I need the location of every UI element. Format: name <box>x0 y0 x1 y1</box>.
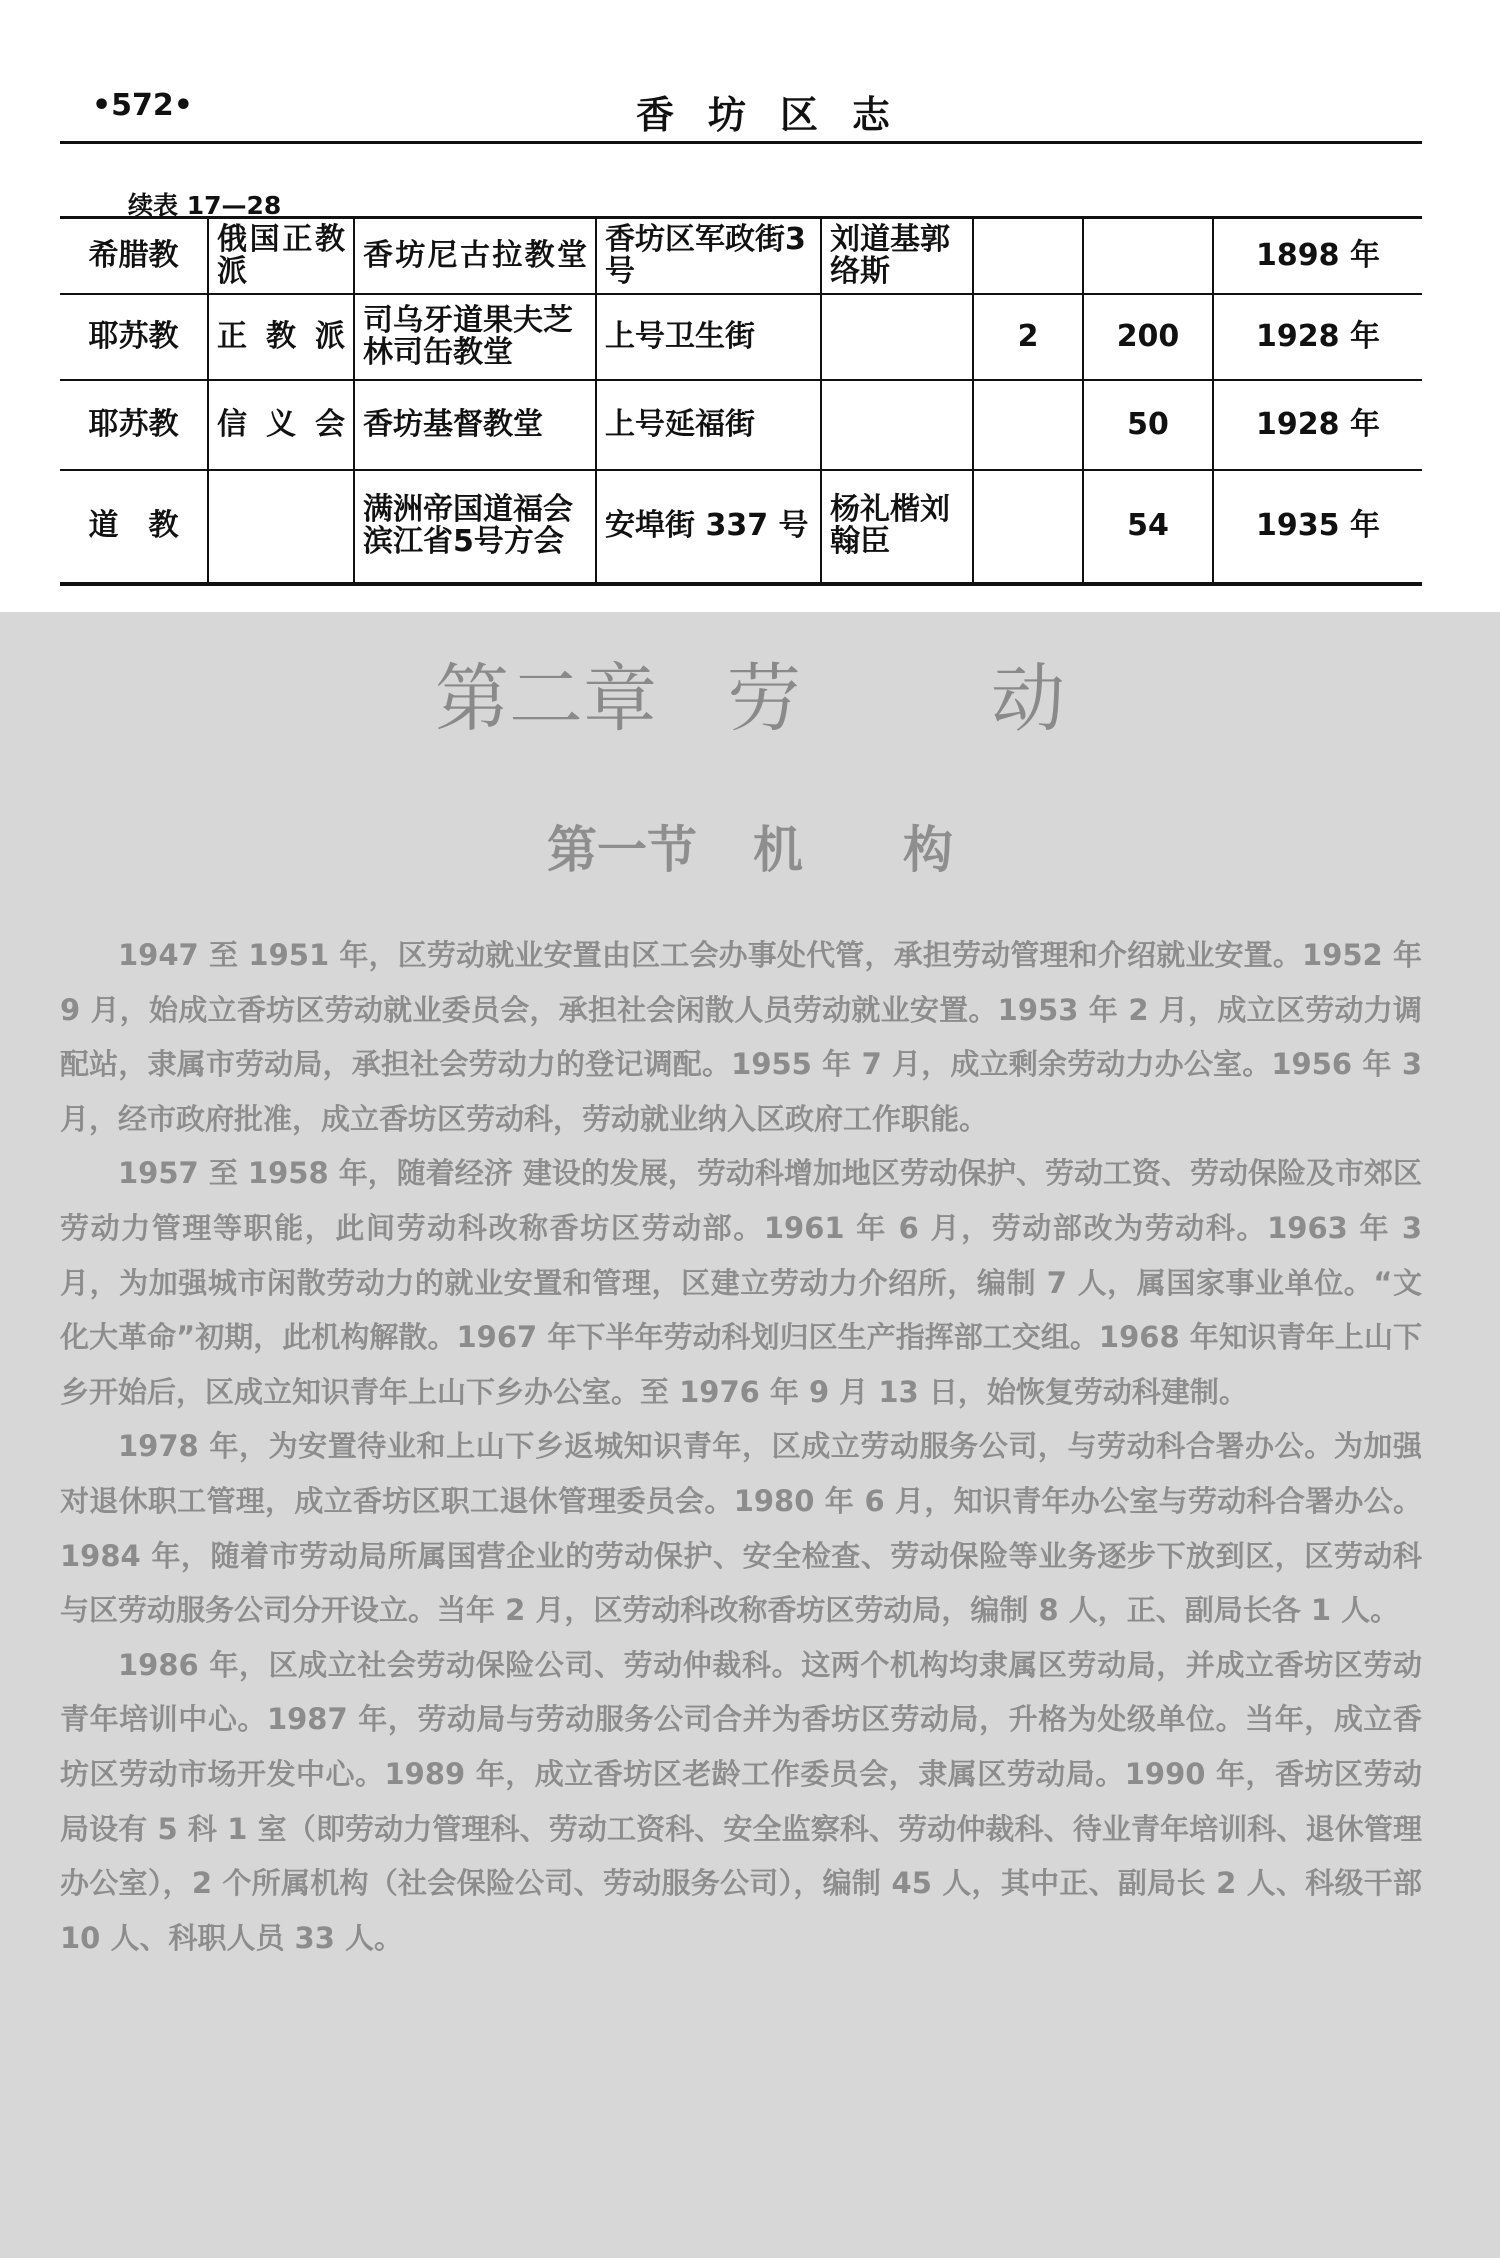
chapter-name-char: 动 <box>991 656 1065 742</box>
table-cell: 刘道基郭络斯 <box>821 218 973 294</box>
table-cell: 上号卫生街 <box>596 294 821 380</box>
table-cell <box>1083 218 1213 294</box>
table-cell: 50 <box>1083 380 1213 470</box>
table-caption: 续表 17—28 <box>128 191 282 220</box>
book-title: 香坊区志 <box>635 93 924 137</box>
table-cell: 54 <box>1083 470 1213 584</box>
table-cell: 1928 年 <box>1213 380 1422 470</box>
table-cell <box>821 380 973 470</box>
body-text <box>60 928 1422 1965</box>
table-cell <box>973 470 1083 584</box>
page-number: •572• <box>92 88 193 123</box>
paragraph: 1957 至 1958 年，随着经济 建设的发展，劳动科增加地区劳动保护、劳动工资、劳动保险及市郊区劳动力管理等职能，此间劳动科改称香坊区劳动部。1961 年 6 月，劳动部改为劳动科。1963 年 3 月，为加强城市闲散劳动力的就业安置和管理，区建立劳动力介绍所，编制 7 人，属国家事业单位。“文化大革命”初期，此机构解散。1967 年下半年劳动科划归区生产指挥部工交组。1968 年知识青年上山下乡开始后，区成立知识青年上山下乡办公室。至 1976 年 9 月 13 日，始恢复劳动科建制。 <box>60 1156 1422 1409</box>
table-cell: 1935 年 <box>1213 470 1422 584</box>
table-cell <box>821 294 973 380</box>
chapter-title <box>0 640 1500 746</box>
paragraph: 1986 年，区成立社会劳动保险公司、劳动仲裁科。这两个机构均隶属区劳动局，并成立香坊区劳动青年培训中心。1987 年，劳动局与劳动服务公司合并为香坊区劳动局，升格为处级单位。当年，成立香坊区劳动市场开发中心。1989 年，成立香坊区老龄工作委员会，隶属区劳动局。1990 年，香坊区劳动局设有 5 科 1 室（即劳动力管理科、劳动工资科、安全监察科、劳动仲裁科、待业青年培训科、退休管理办公室），2 个所属机构（社会保险公司、劳动服务公司），编制 45 人，其中正、副局长 2 人、科级干部 10 人、科职人员 33 人。 <box>60 1647 1422 1955</box>
section-title <box>0 810 1500 882</box>
table-cell: 安埠街 337 号 <box>596 470 821 584</box>
table-cell: 杨礼楷刘翰臣 <box>821 470 973 584</box>
chapter-name-char: 劳 <box>727 656 801 742</box>
table-cell: 上号延福街 <box>596 380 821 470</box>
table-cell: 1898 年 <box>1213 218 1422 294</box>
section-number: 第一节 <box>547 821 697 879</box>
table-cell <box>973 218 1083 294</box>
table-cell: 2 <box>973 294 1083 380</box>
table-cell: 香坊区军政街3号 <box>596 218 821 294</box>
table-cell: 满洲帝国道福会滨江省5号方会 <box>354 470 596 584</box>
table-cell: 耶苏教 <box>60 294 208 380</box>
table-row <box>60 380 1422 470</box>
table-row <box>60 218 1422 294</box>
paragraph: 1978 年，为安置待业和上山下乡返城知识青年，区成立劳动服务公司，与劳动科合署办公。为加强对退休职工管理，成立香坊区职工退休管理委员会。1980 年 6 月，知识青年办公室与劳动科合署办公。1984 年，随着市劳动局所属国营企业的劳动保护、安全检查、劳动保险等业务逐步下放到区，区劳动科与区劳动服务公司分开设立。当年 2 月，区劳动科改称香坊区劳动局，编制 8 人，正、副局长各 1 人。 <box>60 1429 1422 1628</box>
table-row <box>60 470 1422 584</box>
chapter-number: 第二章 <box>435 656 657 742</box>
table-cell: 香坊基督教堂 <box>354 380 596 470</box>
table-cell: 道 教 <box>60 470 208 584</box>
table-cell <box>973 380 1083 470</box>
table-cell: 正教派 <box>208 294 354 380</box>
table-cell: 信义会 <box>208 380 354 470</box>
table-cell: 司乌牙道果夫芝林司缶教堂 <box>354 294 596 380</box>
table-cell: 耶苏教 <box>60 380 208 470</box>
table-cell: 200 <box>1083 294 1213 380</box>
table-cell: 俄国正教派 <box>208 218 354 294</box>
section-name-char: 机 <box>753 821 803 879</box>
header-rule <box>60 141 1422 144</box>
table-cell: 希腊教 <box>60 218 208 294</box>
table-cell <box>208 470 354 584</box>
table-row <box>60 294 1422 380</box>
continued-table <box>60 216 1422 586</box>
section-name-char: 构 <box>903 821 953 879</box>
paragraph: 1947 至 1951 年，区劳动就业安置由区工会办事处代管，承担劳动管理和介绍就业安置。1952 年 9 月，始成立香坊区劳动就业委员会，承担社会闲散人员劳动就业安置。1953 年 2 月，成立区劳动力调配站，隶属市劳动局，承担社会劳动力的登记调配。1955 年 7 月，成立剩余劳动力办公室。1956 年 3 月，经市政府批准，成立香坊区劳动科，劳动就业纳入区政府工作职能。 <box>60 938 1422 1136</box>
table-cell: 1928 年 <box>1213 294 1422 380</box>
table-cell: 香坊尼古拉教堂 <box>354 218 596 294</box>
